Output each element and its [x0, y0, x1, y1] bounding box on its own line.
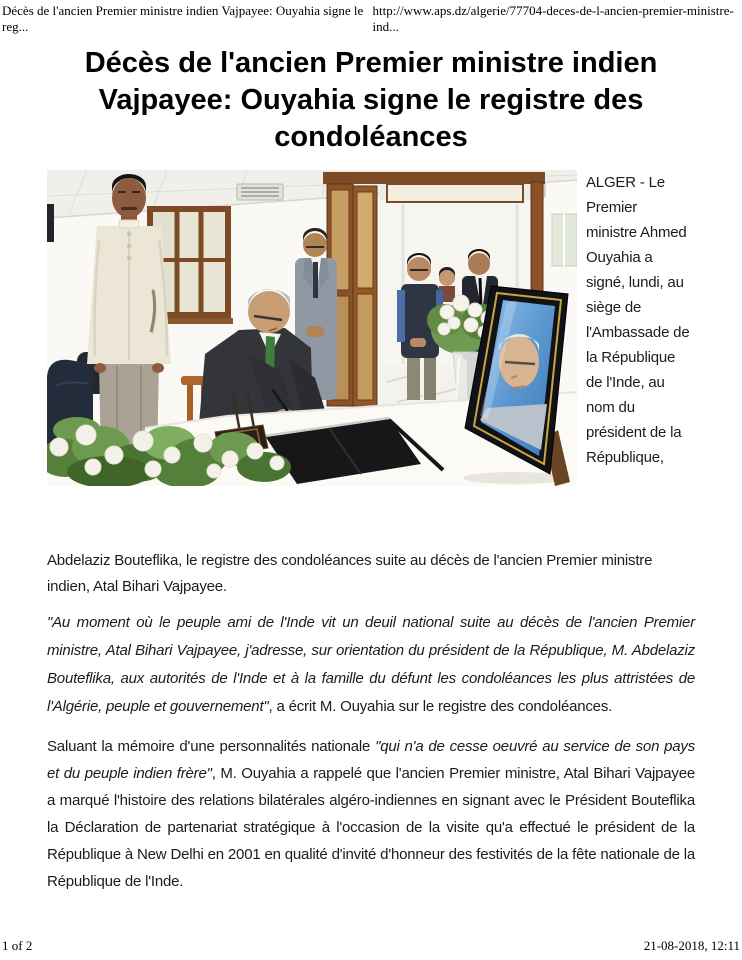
lead-text-column: ALGER - Le Premier ministre Ahmed Ouyahia a signé, lundi, au siège de l'Ambassade de la République de l'Inde, au nom du président de la République, — [586, 174, 690, 466]
article-title — [39, 45, 703, 156]
wall-screen — [47, 204, 54, 242]
closing-tail: , M. Ouyahia a rappelé que l'ancien Premier ministre, Atal Bihari Vajpayee a marqué l'histoire des relations bilatérales algéro-indiennes en signant avec le Président Bouteflika la Déclaration de partenariat stratégique à l'occasion de la visite qu'a effectué le président de la République à New Delhi en 2001 en qualité d'invité d'honneur des festivités de la fête nationale de la République de l'Inde. — [47, 765, 695, 890]
article-photo-illustration — [47, 170, 577, 486]
article-body — [47, 170, 695, 895]
closing-lead-in: Saluant la mémoire d'une personnalités nationale — [47, 738, 376, 755]
article-title-line: condoléances — [274, 121, 468, 153]
article-photo — [47, 170, 577, 486]
closing-paragraph — [47, 733, 695, 895]
print-header-document-title: Décès de l'ancien Premier ministre indien Vajpayee: Ouyahia signe le reg... — [2, 3, 364, 34]
quote-text: "Au moment où le peuple ami de l'Inde vit un deuil national suite au décès de l'ancien Premier ministre, Atal Bihari Vajpayee, j'adresse, sur orientation du président de la République, M. Abdelaziz Bouteflika, aux autorités de l'Inde et à la famille du défunt les condoléances les plus attristées de l'Algérie, peuple et gouvernement" — [47, 614, 695, 715]
article-title-line: Décès de l'ancien Premier ministre indien — [84, 47, 658, 79]
lead-paragraph-beside-photo — [586, 170, 690, 470]
page-indicator: 1 of 2 — [2, 938, 33, 953]
closing-quote-text: "qui n'a de cesse oeuvré au service de son pays et du peuple indien frère" — [47, 738, 695, 782]
print-header-url: http://www.aps.dz/algerie/77704-deces-de-l-ancien-premier-ministre-ind... — [372, 3, 734, 34]
photo-row — [47, 170, 695, 542]
lead-paragraph-below-photo: Abdelaziz Bouteflika, le registre des condoléances suite au décès de l'ancien Premier ministre indien, Atal Bihari Vajpayee. — [47, 552, 653, 595]
print-header — [2, 3, 740, 35]
print-timestamp: 21-08-2018, 12:11 — [643, 938, 740, 953]
window — [552, 214, 577, 266]
print-footer — [2, 938, 740, 954]
quote-paragraph — [47, 609, 695, 721]
ceiling-vent — [237, 184, 283, 200]
article-title-line: Vajpayee: Ouyahia signe le registre des — [98, 84, 644, 116]
quote-attribution: , a écrit M. Ouyahia sur le registre des condoléances. — [268, 698, 613, 715]
